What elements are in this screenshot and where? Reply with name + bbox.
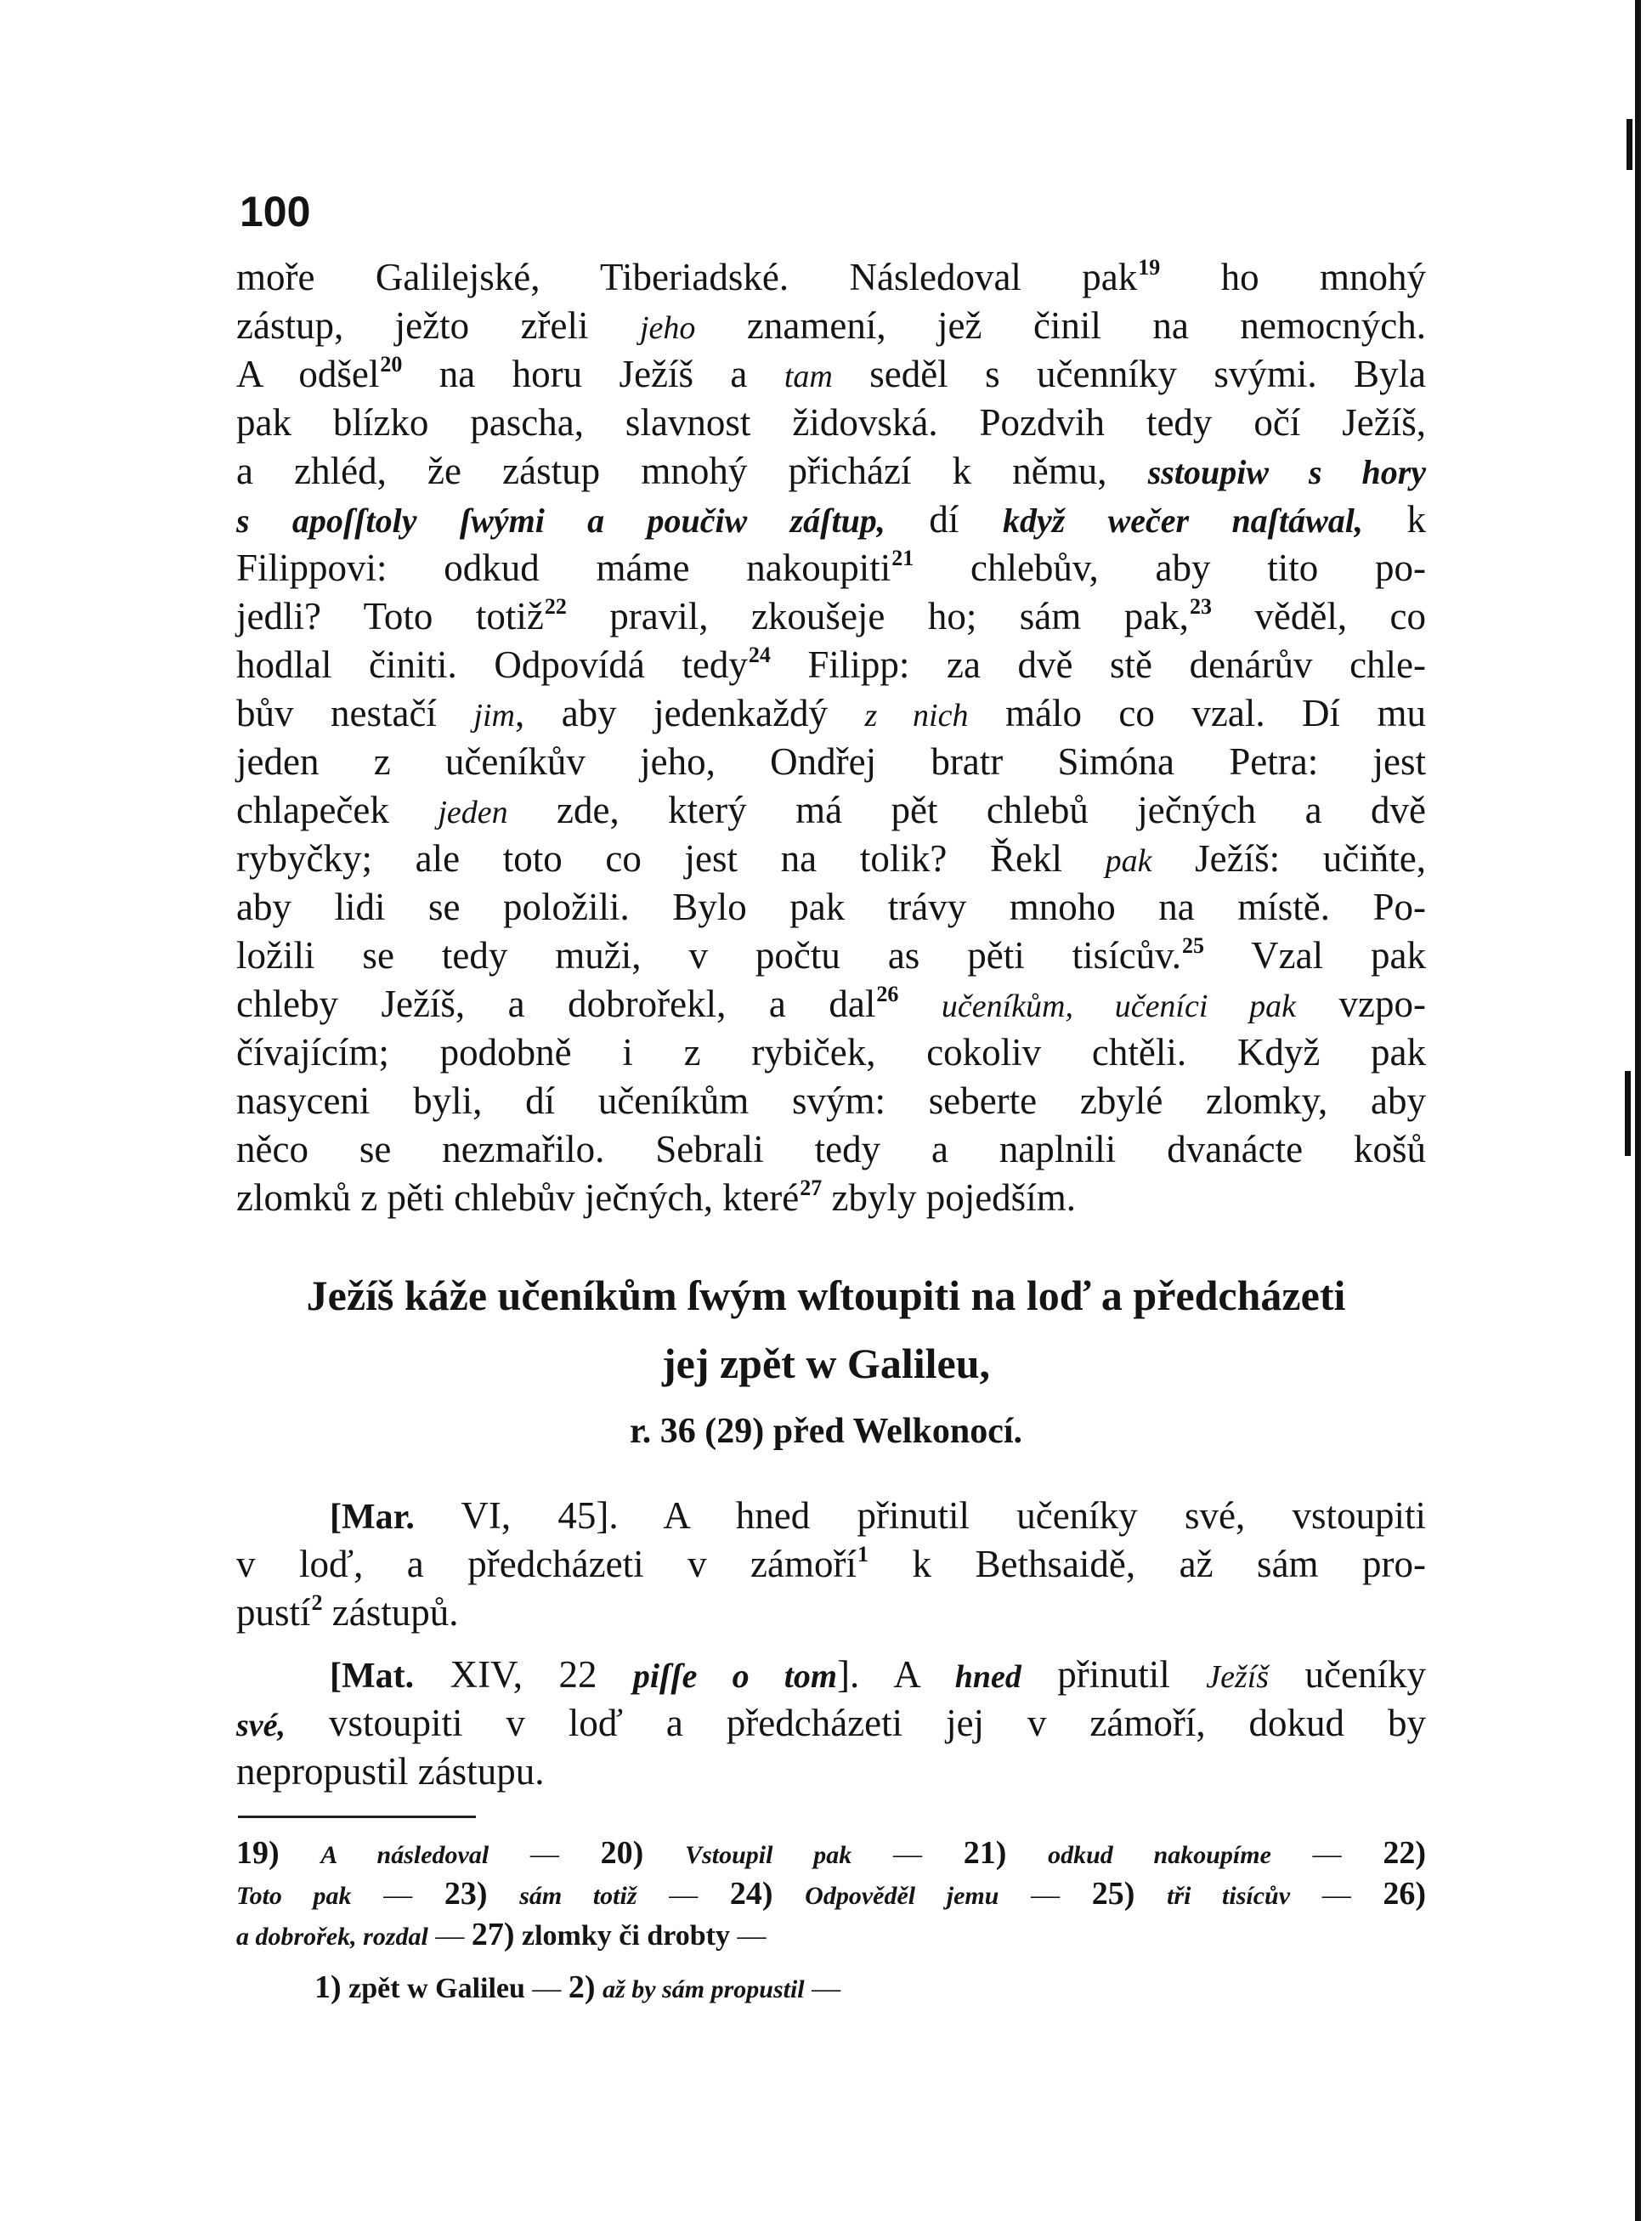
footnote-line: 19) A následoval — 20) Vstoupil pak — 21) odkud nakoupíme — 22) — [236, 1835, 1427, 1871]
footnote-line: 1) zpět w Galileu — 2) až by sám propustil — — [314, 1969, 841, 2005]
body-line: A odšel$^{20}$ na horu Ježíš a tam seděl s učenníky svými. Byla — [236, 352, 1426, 395]
body-line: jedli? Toto totiž$^{22}$ pravil, zkoušeje ho; sám pak,$^{23}$ věděl, co — [236, 594, 1426, 637]
section-heading: Ježíš káže učeníkům ſwým wſtoupiti na loď a předcházeti — [306, 1272, 1346, 1319]
body-line: zlomků z pěti chlebův ječných, které$^{27}$ zbyly pojedším. — [236, 1176, 1076, 1219]
body-line: čívajícím; podobně i z rybiček, cokoliv chtěli. Když pak — [236, 1031, 1426, 1074]
body-line: rybyčky; ale toto co jest na tolik? Řekl pak Ježíš: učiňte, — [236, 837, 1426, 880]
footnote-line: a dobrořek, rozdal — 27) zlomky či drobty — — [236, 1917, 767, 1952]
scan-edge-mark — [1625, 1071, 1631, 1156]
body-line: a zhléd, že zástup mnohý přichází k němu, sstoupiw s hory — [236, 450, 1427, 492]
body-line: chlapeček jeden zde, který má pět chlebů ječných a dvě — [236, 789, 1426, 831]
body-line: bův nestačí jim, aby jedenkaždý z nich málo co vzal. Dí mu — [236, 692, 1427, 734]
body-line: s apoſſtoly ſwými a poučiw záſtup, dí když wečer naſtáwal, k — [236, 498, 1426, 541]
section-date: r. 36 (29) před Welkonocí. — [629, 1412, 1023, 1451]
mark-verse-line: pustí$^2$ zástupů. — [236, 1590, 459, 1634]
body-line: zástup, ježto zřeli jeho znamení, jež činil na nemocných. — [236, 304, 1427, 347]
matthew-verse-line: nepropustil zástupu. — [236, 1750, 545, 1793]
page-number: 100 — [240, 188, 311, 235]
body-line: moře Galilejské, Tiberiadské. Následoval pak$^{19}$ ho mnohý — [236, 255, 1426, 298]
body-line: ložili se tedy muži, v počtu as pěti tisícův.$^{25}$ Vzal pak — [236, 933, 1426, 977]
matthew-verse-line: své, vstoupiti v loď a předcházeti jej v zámoří, dokud by — [236, 1702, 1426, 1744]
matthew-reference: [Mat. — [330, 1657, 415, 1696]
body-line: pak blízko pascha, slavnost židovská. Pozdvih tedy očí Ježíš, — [236, 401, 1426, 444]
body-line: nasyceni byli, dí učeníkům svým: seberte zbylé zlomky, aby — [236, 1079, 1426, 1122]
matthew-verse-line: [Mat. XIV, 22 piſſe o tom]. A hned přinutil Ježíš učeníky — [330, 1653, 1426, 1696]
body-line: Filippovi: odkud máme nakoupiti$^{21}$ chlebův, aby tito po- — [236, 546, 1426, 589]
body-line: něco se nezmařilo. Sebrali tedy a naplnili dvanácte košů — [236, 1128, 1426, 1170]
body-line: aby lidi se položili. Bylo pak trávy mnoho na místě. Po- — [236, 886, 1426, 928]
mark-verse-line: [Mar. VI, 45]. A hned přinutil učeníky své, vstoupiti — [330, 1494, 1426, 1537]
body-line: jeden z učeníkův jeho, Ondřej bratr Simóna Petra: jest — [236, 740, 1426, 783]
body-line: chleby Ježíš, a dobrořekl, a dal$^{26}$ učeníkům, učeníci pak vzpo- — [236, 982, 1427, 1025]
scan-edge — [1621, 0, 1652, 2221]
footnote-rule — [238, 1816, 476, 1818]
section-heading-line2: jej zpět w Galileu, — [661, 1340, 990, 1387]
mark-verse-line: v loď, a předcházeti v zámoří$^1$ k Bethsaidě, až sám pro- — [236, 1542, 1426, 1585]
mark-reference: [Mar. — [330, 1498, 415, 1537]
scan-edge-mark — [1627, 119, 1632, 170]
scan-edge-line — [1635, 0, 1641, 2221]
footnote-line: Toto pak — 23) sám totiž — 24) Odpověděl jemu — 25) tři tisícův — 26) — [236, 1876, 1427, 1912]
body-line: hodlal činiti. Odpovídá tedy$^{24}$ Filipp: za dvě stě denárův chle- — [236, 643, 1426, 686]
